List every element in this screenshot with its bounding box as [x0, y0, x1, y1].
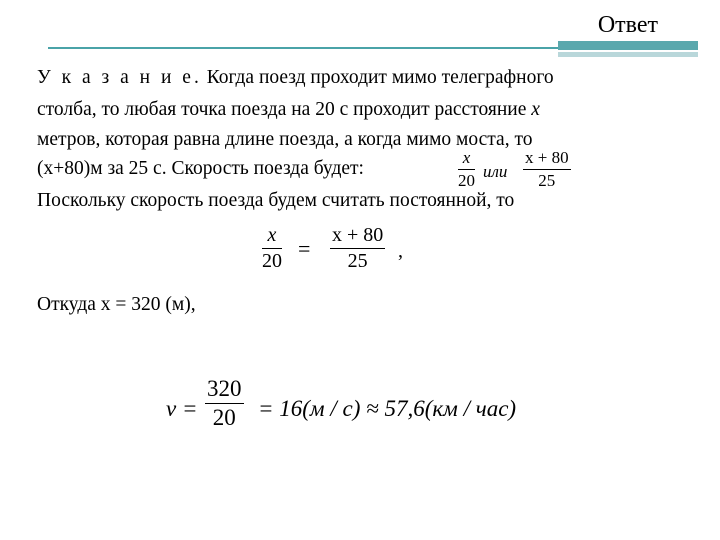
- decor-block-light: [558, 52, 698, 57]
- formula2-fraction-right: [330, 224, 385, 273]
- text-line-2: [37, 100, 540, 120]
- formula2-equals: =: [298, 236, 311, 261]
- formula3-fraction: [205, 376, 244, 431]
- formula2-num-right: x + 80: [332, 224, 384, 246]
- formula1-fraction-left: [458, 148, 475, 191]
- title-underline: [48, 47, 558, 49]
- text-line-5: Поскольку скорость поезда будем считать постоянной, то: [37, 190, 515, 211]
- text-line-1-rest: Когда поезд проходит мимо телеграфного: [201, 67, 554, 88]
- text-line-1: [37, 68, 554, 88]
- text-line-6: Откуда x = 320 (м),: [37, 294, 196, 315]
- decor-block-dark: [558, 41, 698, 50]
- formula1-fraction-right: [523, 148, 571, 191]
- formula2-den-right: 25: [347, 250, 368, 273]
- text-line-3: метров, которая равна длине поезда, а когда мимо моста, то: [37, 129, 533, 150]
- variable-x: x: [531, 99, 540, 120]
- formula1-or: или: [483, 162, 508, 181]
- hint-label: У к а з а н и е.: [37, 67, 202, 88]
- formula1-num-right: x + 80: [525, 148, 569, 167]
- formula1-den-right: 25: [538, 171, 556, 191]
- text-line-2-main: столба, то любая точка поезда на 20 с проходит расстояние: [37, 99, 532, 120]
- formula3-num: 320: [207, 376, 242, 401]
- page-title: Ответ: [597, 12, 658, 38]
- formula3-den: 20: [212, 405, 236, 431]
- formula2-den-left: 20: [262, 250, 282, 273]
- formula2-num-left: x: [267, 224, 277, 246]
- formula2-fraction-left: [262, 224, 282, 273]
- formula1-num-left: x: [462, 148, 471, 167]
- formula3-lhs: v =: [166, 396, 198, 421]
- formula1-den-left: 20: [458, 171, 475, 191]
- formula3-result: = 16(м / с) ≈ 57,6(км / час): [258, 396, 517, 421]
- text-line-4: (x+80)м за 25 с. Скорость поезда будет:: [37, 158, 364, 179]
- formula2-comma: ,: [398, 240, 403, 262]
